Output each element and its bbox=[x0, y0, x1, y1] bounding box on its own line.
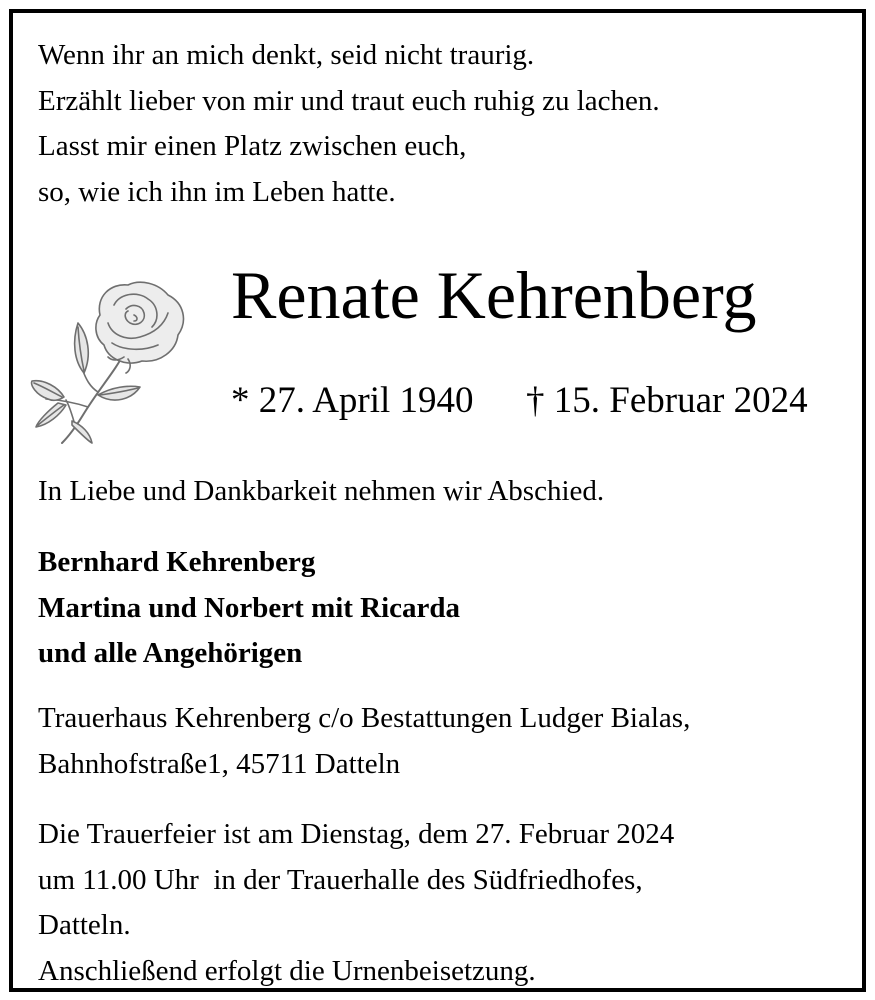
mourners bbox=[38, 540, 460, 677]
poem-line: so, wie ich ihn im Leben hatte. bbox=[38, 175, 396, 208]
poem-line: Lasst mir einen Platz zwischen euch, bbox=[38, 130, 467, 162]
life-dates bbox=[231, 380, 808, 422]
ceremony-line: Die Trauerfeier ist am Dienstag, dem 27. Februar 2024 bbox=[38, 818, 675, 850]
mourning-address bbox=[38, 696, 690, 787]
mourner-line: Bernhard Kehrenberg bbox=[38, 546, 316, 578]
ceremony-line: Datteln. bbox=[38, 909, 131, 941]
address-line: Trauerhaus Kehrenberg c/o Bestattungen Ludger Bialas, bbox=[38, 702, 691, 734]
rose-icon bbox=[28, 275, 190, 445]
ceremony-info bbox=[38, 812, 674, 994]
farewell-text: In Liebe und Dankbarkeit nehmen wir Abschied. bbox=[38, 475, 605, 507]
mourner-line: und alle Angehörigen bbox=[38, 637, 303, 669]
death-date: † 15. Februar 2024 bbox=[526, 380, 808, 421]
mourner-line: Martina und Norbert mit Ricarda bbox=[38, 591, 461, 624]
poem-line: Erzählt lieber von mir und traut euch ruhig zu lachen. bbox=[38, 84, 660, 117]
ceremony-line: Anschließend erfolgt die Urnenbeisetzung. bbox=[38, 954, 536, 987]
ceremony-line: um 11.00 Uhr in der Trauerhalle des Südfriedhofes, bbox=[38, 863, 643, 896]
poem-line: Wenn ihr an mich denkt, seid nicht traurig. bbox=[38, 39, 535, 71]
deceased-name: Renate Kehrenberg bbox=[231, 257, 757, 333]
address-line: Bahnhofstraße1, 45711 Datteln bbox=[38, 747, 401, 780]
poem bbox=[38, 33, 660, 215]
obituary-notice bbox=[9, 9, 866, 992]
birth-date: * 27. April 1940 bbox=[231, 380, 474, 421]
